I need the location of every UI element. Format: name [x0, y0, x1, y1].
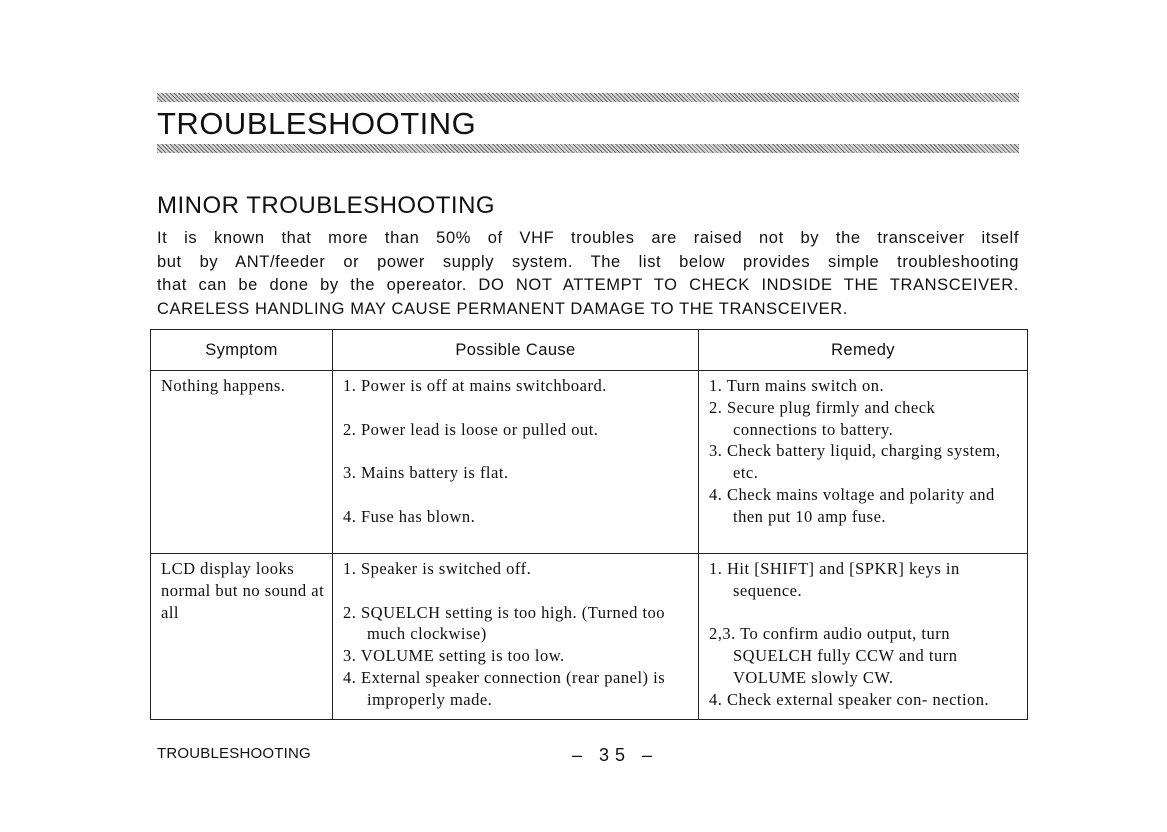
table-row: [151, 371, 1028, 554]
header-possible-cause: Possible Cause: [333, 330, 699, 371]
symptom-text: LCD display looks normal but no sound at all: [161, 559, 325, 622]
cause-item: 4. External speaker connection (rear panel) is improperly made.: [343, 667, 666, 709]
header-symptom: Symptom: [151, 330, 333, 371]
cause-item: 2. Power lead is loose or pulled out.: [343, 419, 599, 439]
symptom-cell: [151, 554, 333, 720]
table-header-row: [151, 330, 1028, 371]
intro-line: but by ANT/feeder or power supply system. The list below provides simple troubleshooting: [157, 252, 1019, 271]
header-remedy: Remedy: [699, 330, 1028, 371]
cause-item: 2. SQUELCH setting is too high. (Turned too much clockwise): [343, 602, 666, 644]
cause-item: 3. VOLUME setting is too low.: [343, 646, 565, 666]
footer-section-label: TROUBLESHOOTING: [157, 745, 311, 762]
symptom-text: Nothing happens.: [161, 376, 286, 395]
intro-paragraph: [157, 227, 1019, 321]
cause-item: 1. Speaker is switched off.: [343, 559, 532, 578]
intro-line: that can be done by the opereator. DO NOT ATTEMPT TO CHECK INDSIDE THE TRANSCEIVER.: [157, 276, 1019, 294]
cause-cell: [333, 371, 699, 554]
troubleshooting-table: [150, 329, 1028, 720]
page-number: – 35 –: [572, 745, 659, 765]
page-title: TROUBLESHOOTING: [157, 106, 477, 141]
cause-item: 3. Mains battery is flat.: [343, 463, 509, 483]
header-rule-top: [157, 93, 1019, 102]
cause-item: 1. Power is off at mains switchboard.: [343, 376, 607, 395]
section-title: MINOR TROUBLESHOOTING: [157, 192, 496, 219]
intro-line: CARELESS HANDLING MAY CAUSE PERMANENT DAMAGE TO THE TRANSCEIVER.: [157, 299, 848, 318]
remedy-item: 3. Check battery liquid, charging system, etc.: [709, 441, 1001, 483]
remedy-item: 4. Check external speaker con- nection.: [709, 689, 990, 709]
remedy-item: 1. Turn mains switch on.: [709, 376, 885, 395]
table-row: [151, 554, 1028, 720]
cause-item: 4. Fuse has blown.: [343, 506, 476, 526]
remedy-cell: [699, 371, 1028, 554]
intro-line: It is known that more than 50% of VHF troubles are raised not by the transceiver itself: [157, 229, 1019, 247]
remedy-item: 1. Hit [SHIFT] and [SPKR] keys in sequence.: [709, 559, 960, 600]
remedy-item: 4. Check mains voltage and polarity and then put 10 amp fuse.: [709, 484, 995, 526]
remedy-item: 2,3. To confirm audio output, turn SQUELCH fully CCW and turn VOLUME slowly CW.: [709, 624, 958, 687]
cause-cell: [333, 554, 699, 720]
symptom-cell: [151, 371, 333, 554]
remedy-cell: [699, 554, 1028, 720]
remedy-item: 2. Secure plug firmly and check connections to battery.: [709, 397, 936, 439]
header-rule-bottom: [157, 144, 1019, 153]
